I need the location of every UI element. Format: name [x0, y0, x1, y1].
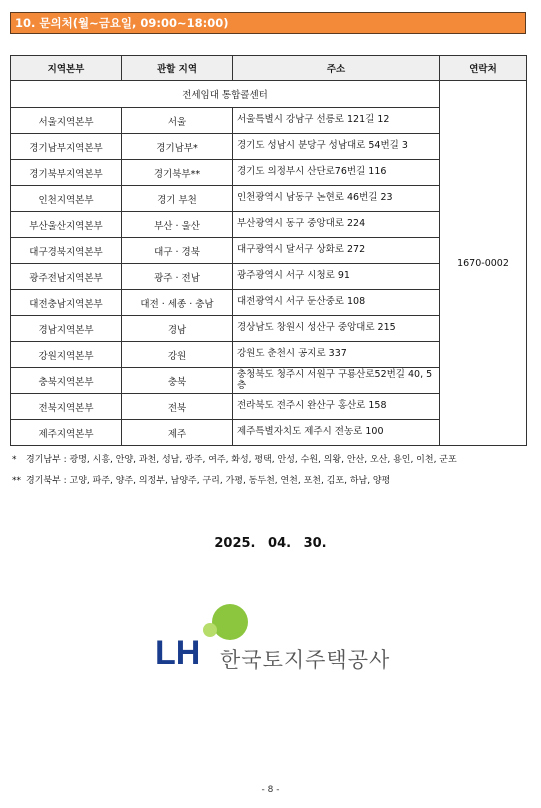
header-phone: 연락처 — [440, 56, 527, 81]
region-name: 제주 — [122, 420, 233, 446]
contact-table — [10, 55, 527, 446]
logo-leaf-icon — [212, 604, 248, 640]
call-center-label: 전세임대 통합콜센터 — [11, 81, 440, 108]
logo-mark: LH — [155, 634, 201, 672]
address: 경기도 성남시 분당구 성남대로 54번길 3 — [233, 134, 440, 160]
phone-number: 1670-0002 — [440, 81, 527, 446]
office-name: 전북지역본부 — [11, 394, 122, 420]
footnote-gyeonggi-north — [12, 471, 532, 492]
region-name: 경기 부천 — [122, 186, 233, 212]
address: 경상남도 창원시 성산구 중앙대로 215 — [233, 316, 440, 342]
office-name: 서울지역본부 — [11, 108, 122, 134]
region-name: 대구 · 경북 — [122, 238, 233, 264]
address: 대전광역시 서구 둔산중로 108 — [233, 290, 440, 316]
office-name: 광주전남지역본부 — [11, 264, 122, 290]
office-name: 제주지역본부 — [11, 420, 122, 446]
region-name: 광주 · 전남 — [122, 264, 233, 290]
address: 서울특별시 강남구 선릉로 121길 12 — [233, 108, 440, 134]
logo-leaf-small-icon — [203, 623, 217, 637]
region-name: 충북 — [122, 368, 233, 394]
address: 부산광역시 동구 중앙대로 224 — [233, 212, 440, 238]
address: 대구광역시 달서구 상화로 272 — [233, 238, 440, 264]
office-name: 경기북부지역본부 — [11, 160, 122, 186]
address: 강원도 춘천시 공지로 337 — [233, 342, 440, 368]
region-name: 경기북부** — [122, 160, 233, 186]
office-name: 경남지역본부 — [11, 316, 122, 342]
table-header-row — [11, 56, 527, 81]
footnote-gyeonggi-south — [12, 450, 532, 471]
address: 광주광역시 서구 시청로 91 — [233, 264, 440, 290]
org-name: 한국토지주택공사 — [220, 648, 391, 672]
office-name: 부산울산지역본부 — [11, 212, 122, 238]
footnote-mark: * — [12, 455, 17, 465]
address: 경기도 의정부시 산단로76번길 116 — [233, 160, 440, 186]
office-name: 경기남부지역본부 — [11, 134, 122, 160]
office-name: 대구경북지역본부 — [11, 238, 122, 264]
document-date: 2025. 04. 30. — [214, 536, 327, 551]
address: 전라북도 전주시 완산구 홍산로 158 — [233, 394, 440, 420]
footnotes — [12, 450, 532, 492]
header-region: 관할 지역 — [122, 56, 233, 81]
region-name: 서울 — [122, 108, 233, 134]
region-name: 경남 — [122, 316, 233, 342]
footnote-text: 경기남부 : 광명, 시흥, 안양, 과천, 성남, 광주, 여주, 화성, 평택, 안성, 수원, 의왕, 안산, 오산, 용인, 이천, 군포 — [26, 455, 457, 465]
address: 인천광역시 남동구 논현로 46번길 23 — [233, 186, 440, 212]
page-number: - 8 - — [261, 785, 280, 795]
region-name: 전북 — [122, 394, 233, 420]
footnote-text: 경기북부 : 고양, 파주, 양주, 의정부, 남양주, 구리, 가평, 동두천, 연천, 포천, 김포, 하남, 양평 — [26, 476, 391, 486]
address: 충청북도 청주시 서원구 구룡산로52번길 40, 5층 — [233, 368, 440, 394]
office-name: 인천지역본부 — [11, 186, 122, 212]
office-name: 대전충남지역본부 — [11, 290, 122, 316]
table-row — [11, 81, 527, 108]
region-name: 경기남부* — [122, 134, 233, 160]
office-name: 충북지역본부 — [11, 368, 122, 394]
header-office: 지역본부 — [11, 56, 122, 81]
footnote-mark: ** — [12, 476, 21, 486]
section-title: 10. 문의처(월~금요일, 09:00~18:00) — [10, 12, 526, 34]
office-name: 강원지역본부 — [11, 342, 122, 368]
region-name: 부산 · 울산 — [122, 212, 233, 238]
region-name: 대전 · 세종 · 충남 — [122, 290, 233, 316]
address: 제주특별자치도 제주시 전농로 100 — [233, 420, 440, 446]
region-name: 강원 — [122, 342, 233, 368]
header-address: 주소 — [233, 56, 440, 81]
